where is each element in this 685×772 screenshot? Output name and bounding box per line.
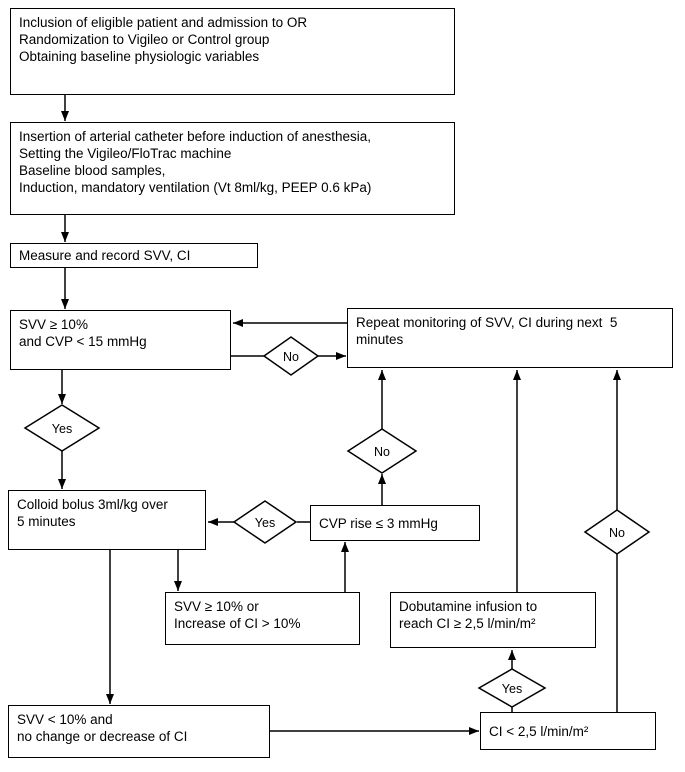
node-text-line: Increase of CI > 10%	[174, 616, 301, 631]
node-text-line: Colloid bolus 3ml/kg over	[17, 497, 168, 512]
node-text-line: Repeat monitoring of SVV, CI during next 5	[356, 315, 618, 330]
node-text-line: no change or decrease of CI	[17, 729, 188, 744]
node-dobutamine-infusion	[390, 592, 596, 648]
node-text-line: CVP rise ≤ 3 mmHg	[319, 515, 438, 531]
node-text-line: Baseline blood samples,	[19, 163, 166, 178]
node-text-line: SVV ≥ 10% or	[174, 599, 259, 614]
node-text-line: Inclusion of eligible patient and admission to OR	[19, 15, 308, 30]
decision-label-yes-2: Yes	[254, 516, 276, 530]
node-text-line: Randomization to Vigileo or Control group	[19, 32, 270, 47]
decision-label-no-2: No	[374, 445, 390, 459]
node-text-line: SVV < 10% and	[17, 712, 113, 727]
decision-label-yes-1: Yes	[51, 422, 73, 436]
decision-label-yes-3: Yes	[501, 682, 523, 696]
decision-label-no-3: No	[609, 526, 625, 540]
node-text-line: Insertion of arterial catheter before induction of anesthesia,	[19, 129, 371, 144]
node-measure-svv-ci	[10, 243, 258, 268]
node-svv-cvp-check	[10, 310, 231, 370]
node-text-line: Obtaining baseline physiologic variables	[19, 49, 260, 64]
node-text-line: Measure and record SVV, CI	[19, 248, 191, 263]
node-text-line: minutes	[356, 332, 404, 347]
node-svv-low	[8, 705, 270, 758]
node-text-line: Induction, mandatory ventilation (Vt 8ml/kg, PEEP 0.6 kPa)	[19, 180, 372, 195]
node-text-line: Setting the Vigileo/FloTrac machine	[19, 146, 232, 161]
node-svv-ci-increase-check	[165, 592, 360, 645]
node-repeat-monitoring	[347, 308, 673, 368]
node-colloid-bolus	[8, 490, 206, 550]
decision-label-no-1: No	[283, 350, 299, 364]
node-inclusion	[10, 8, 455, 95]
node-cvp-rise-check	[310, 505, 480, 541]
node-insertion	[10, 122, 455, 215]
node-text-line: reach CI ≥ 2,5 l/min/m²	[399, 616, 536, 631]
node-text-line: CI < 2,5 l/min/m²	[489, 723, 589, 739]
node-text-line: Dobutamine infusion to	[399, 599, 538, 614]
node-text-line: 5 minutes	[17, 514, 76, 529]
node-ci-low	[480, 712, 656, 750]
node-text-line: and CVP < 15 mmHg	[19, 334, 147, 349]
node-text-line: SVV ≥ 10%	[19, 317, 88, 332]
